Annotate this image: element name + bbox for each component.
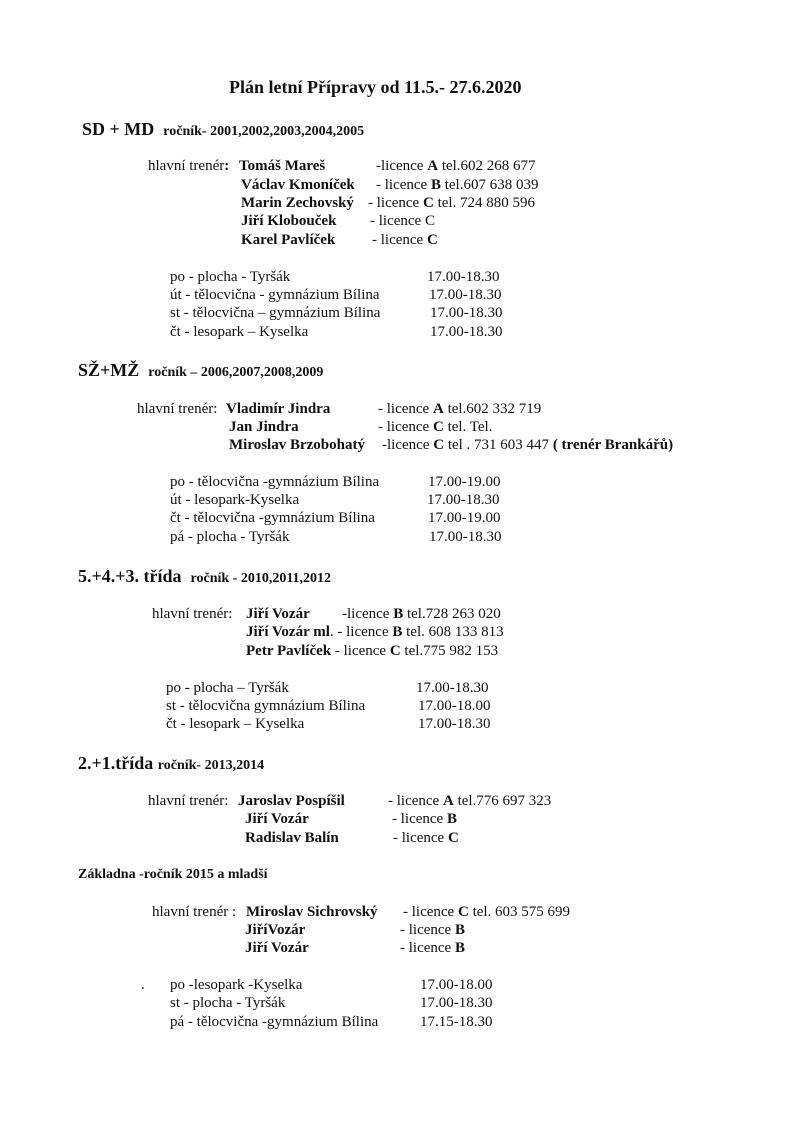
head-coach-label: hlavní trenér: (152, 606, 233, 622)
trainer-name: Jaroslav Pospíšil (238, 793, 345, 809)
trainer-phone: tel. 608 133 813 (402, 624, 504, 640)
schedule-day: st - tělocvična – gymnázium Bílina (170, 305, 381, 321)
licence-grade: B (446, 811, 457, 827)
schedule-time: 17.00-18.30 (430, 324, 503, 340)
trainer-name: Jiří Vozár (245, 940, 309, 956)
trainer-licence (342, 605, 501, 623)
trainer-licence (403, 903, 570, 921)
trainer-licence (376, 157, 536, 175)
licence-grade: B (430, 177, 441, 193)
schedule-day: pá - plocha - Tyršák (170, 529, 290, 545)
schedule-time: 17.00-18.00 (418, 698, 491, 714)
licence-prefix: -licence (376, 158, 428, 174)
schedule-day: čt - tělocvična -gymnázium Bílina (170, 510, 375, 526)
section-years: ročník- 2013,2014 (157, 758, 265, 773)
trainer-licence (368, 194, 535, 212)
trainer-licence (372, 231, 438, 249)
licence-prefix: - licence (376, 177, 431, 193)
trainer-licence (378, 418, 492, 436)
section-years: ročník – 2006,2007,2008,2009 (148, 365, 324, 380)
trainer-name: Radislav Balín (245, 830, 339, 846)
section-heading (82, 120, 364, 141)
schedule-day: pá - tělocvična -gymnázium Bílina (170, 1014, 379, 1030)
trainer-phone: tel.728 263 020 (403, 606, 501, 622)
licence-prefix: - licence (378, 401, 433, 417)
schedule-day: út - tělocvična - gymnázium Bílina (170, 287, 380, 303)
schedule-day: po - plocha – Tyršák (166, 680, 289, 696)
trainer-phone: tel.775 982 153 (400, 643, 499, 659)
licence-grade: A (442, 793, 454, 809)
schedule-day: út - lesopark-Kyselka (170, 492, 300, 508)
trainer-phone: tel. 603 575 699 (468, 904, 571, 920)
trainer-name: Marin Zechovský (241, 195, 354, 211)
licence-prefix: - licence (388, 793, 443, 809)
licence-prefix: - licence (378, 419, 433, 435)
licence-grade: B (393, 606, 404, 622)
head-coach-label-text: hlavní trenér (152, 904, 229, 920)
trainer-phone: tel. 724 880 596 (433, 195, 536, 211)
trainer-phone: tel. Tel. (443, 419, 493, 435)
schedule-time: 17.00-18.30 (427, 269, 500, 285)
trainer-phone: tel . 731 603 447 (444, 437, 553, 453)
section-heading (78, 567, 331, 588)
head-coach-label: hlavní trenér: (148, 793, 229, 809)
trainer-name: Jiří Vozár (245, 811, 309, 827)
trainer-line (246, 642, 498, 660)
trainer-licence (376, 176, 538, 194)
trainer-phone: tel.602 332 719 (443, 401, 542, 417)
section-heading-text: SŽ+MŽ (78, 360, 140, 380)
licence-grade: C (447, 830, 459, 846)
section-heading-text: SD + MD (82, 119, 155, 139)
trainer-licence (393, 829, 459, 847)
section-heading (78, 754, 264, 775)
schedule-time: 17.00-18.00 (420, 977, 493, 993)
licence-grade: C (426, 232, 438, 248)
schedule-day: čt - lesopark – Kyselka (170, 324, 309, 340)
schedule-day: po - plocha - Tyršák (170, 269, 291, 285)
section-years: ročník- 2001,2002,2003,2004,2005 (163, 124, 365, 139)
schedule-time: 17.00-18.30 (418, 716, 491, 732)
section-heading: Základna -ročník 2015 a mladší (78, 867, 268, 882)
schedule-time: 17.00-18.30 (420, 995, 493, 1011)
head-coach-label: hlavní trenér: (137, 401, 218, 417)
trainer-licence (400, 939, 465, 957)
licence-grade: C (389, 643, 401, 659)
trainer-name: Miroslav Brzobohatý (229, 437, 365, 453)
trainer-name: Václav Kmoníček (241, 177, 355, 193)
schedule-day: st - plocha - Tyršák (170, 995, 286, 1011)
section-heading (78, 361, 323, 382)
licence-grade: A (427, 158, 439, 174)
schedule-day: po - tělocvična -gymnázium Bílina (170, 474, 380, 490)
schedule-time: 17.00-18.30 (416, 680, 489, 696)
trainer-name: Tomáš Mareš (239, 158, 326, 174)
licence-grade: C (457, 904, 469, 920)
schedule-time: 17.00-18.30 (429, 529, 502, 545)
trainer-name: Vladimír Jindra (226, 401, 331, 417)
licence-grade: B (392, 624, 403, 640)
schedule-time: 17.00-18.30 (427, 492, 500, 508)
schedule-time: 17.00-19.00 (428, 510, 501, 526)
head-coach-label-text: hlavní trenér (137, 401, 214, 417)
licence-prefix: - licence (331, 643, 390, 659)
licence-prefix: . - licence (329, 624, 393, 640)
schedule-time: 17.00-18.30 (430, 305, 503, 321)
trainer-licence (382, 436, 673, 454)
licence-prefix: - licence (403, 904, 458, 920)
licence-prefix: - licence (400, 940, 455, 956)
licence-prefix: - licence (368, 195, 423, 211)
trainer-name: Jiří Vozár (246, 606, 310, 622)
licence-prefix: - licence C (370, 213, 435, 229)
head-coach-label-text: hlavní trenér (148, 793, 225, 809)
schedule-day: po -lesopark -Kyselka (170, 977, 303, 993)
head-coach-label: hlavní trenér : (152, 904, 237, 920)
head-coach-label-text: hlavní trenér (152, 606, 229, 622)
licence-prefix: - licence (393, 830, 448, 846)
schedule-day: čt - lesopark – Kyselka (166, 716, 305, 732)
trainer-name: Jiří Vozár ml (246, 624, 330, 640)
trainer-licence (392, 810, 457, 828)
trainer-note: ( trenér Brankářů) (552, 437, 674, 453)
page-title: Plán letní Přípravy od 11.5.- 27.6.2020 (229, 77, 522, 97)
licence-grade: A (432, 401, 444, 417)
trainer-licence (400, 921, 465, 939)
trainer-licence (388, 792, 551, 810)
licence-prefix: -licence (342, 606, 394, 622)
licence-prefix: - licence (400, 922, 455, 938)
trainer-licence (378, 400, 541, 418)
licence-prefix: -licence (382, 437, 434, 453)
licence-prefix: - licence (372, 232, 427, 248)
schedule-time: 17.15-18.30 (420, 1014, 493, 1030)
trainer-name: Jan Jindra (229, 419, 299, 435)
schedule-day: st - tělocvična gymnázium Bílina (166, 698, 366, 714)
schedule-time: 17.00-18.30 (429, 287, 502, 303)
trainer-licence (370, 212, 435, 230)
bullet-dot: . (141, 977, 145, 993)
licence-grade: C (433, 437, 445, 453)
trainer-phone: tel.602 268 677 (438, 158, 536, 174)
trainer-phone: tel.776 697 323 (453, 793, 552, 809)
head-coach-label-text: hlavní trenér (148, 158, 225, 174)
section-heading-text: 5.+4.+3. třída (78, 566, 182, 586)
trainer-name: Miroslav Sichrovský (246, 904, 378, 920)
licence-grade: B (454, 922, 465, 938)
schedule-time: 17.00-19.00 (428, 474, 501, 490)
head-coach-label: hlavní trenér: (148, 158, 230, 174)
section-years: ročník - 2010,2011,2012 (190, 571, 332, 586)
licence-grade: C (422, 195, 434, 211)
section-heading-text: 2.+1.třída (78, 753, 154, 773)
trainer-name: JiříVozár (245, 922, 306, 938)
trainer-name: Petr Pavlíček (246, 643, 332, 659)
trainer-name: Karel Pavlíček (241, 232, 336, 248)
licence-grade: B (454, 940, 465, 956)
licence-grade: C (432, 419, 444, 435)
trainer-line (246, 623, 504, 641)
trainer-name: Jiří Klobouček (241, 213, 337, 229)
trainer-phone: tel.607 638 039 (440, 177, 539, 193)
licence-prefix: - licence (392, 811, 447, 827)
